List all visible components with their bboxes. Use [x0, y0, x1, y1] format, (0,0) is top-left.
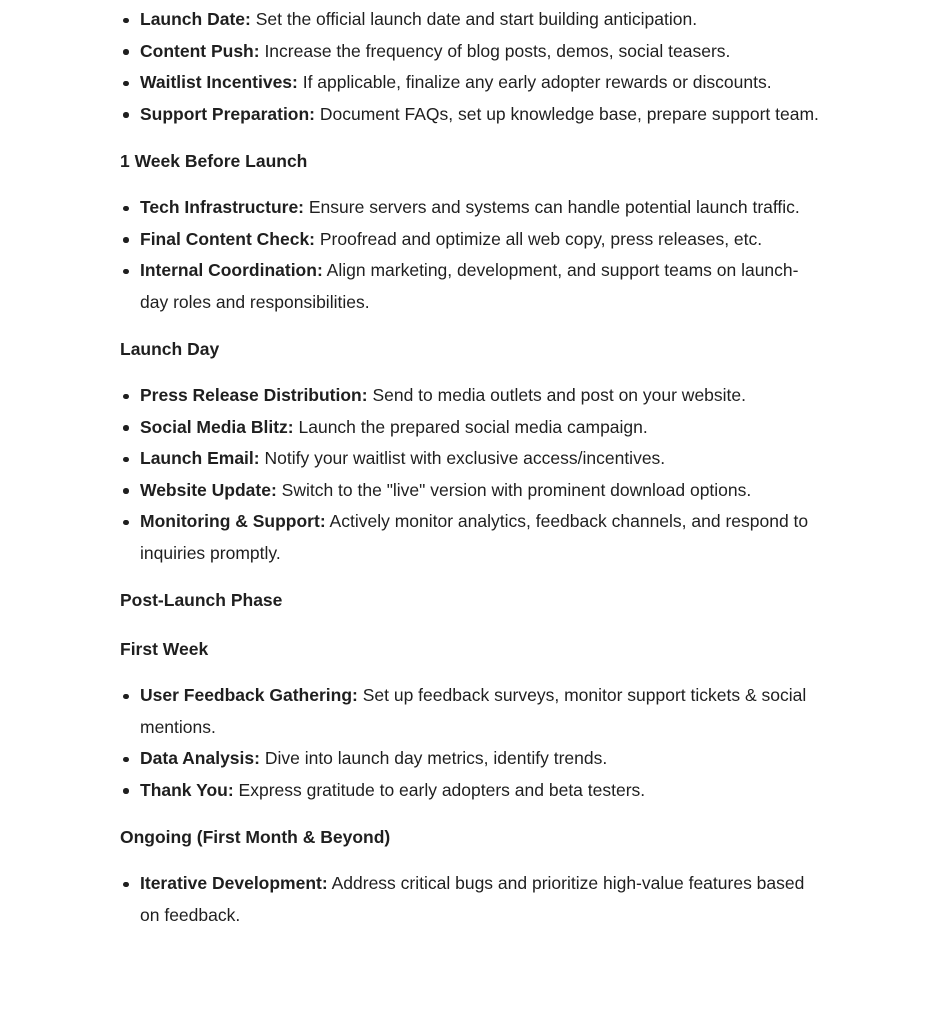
- item-text: Express gratitude to early adopters and beta testers.: [233, 779, 646, 800]
- list-item: [120, 443, 820, 475]
- item-term: Final Content Check:: [140, 228, 316, 249]
- launch-plan-content: [120, 4, 820, 931]
- item-term: Launch Email:: [140, 448, 260, 468]
- item-term: Website Update:: [140, 479, 277, 500]
- item-text: Set the official launch date and start building anticipation.: [250, 9, 698, 29]
- list-item: [120, 475, 820, 507]
- item-text: Dive into launch day metrics, identify trends.: [259, 748, 608, 768]
- item-term: Social Media Blitz:: [140, 416, 294, 437]
- list-item: [120, 380, 820, 412]
- list-item: [120, 192, 820, 224]
- list-item: [120, 412, 820, 444]
- item-text: Actively monitor analytics, feedback channels, and respond to inquiries promptly.: [140, 511, 809, 563]
- item-text: Align marketing, development, and support teams on launch-day roles and responsibilities.: [140, 260, 799, 312]
- section-heading-launch-day: Launch Day: [120, 339, 220, 359]
- item-text: Document FAQs, set up knowledge base, prepare support team.: [315, 103, 819, 124]
- list-item: [120, 506, 820, 569]
- bullet-list: [120, 192, 820, 318]
- item-text: Increase the frequency of blog posts, demos, social teasers.: [259, 40, 731, 61]
- item-text: Address critical bugs and prioritize high-value features based on feedback.: [140, 873, 805, 925]
- item-text: If applicable, finalize any early adopter rewards or discounts.: [297, 72, 772, 92]
- item-term: Support Preparation:: [140, 103, 316, 124]
- section-heading-post-launch-phase: Post-Launch Phase: [120, 590, 283, 610]
- item-text: Send to media outlets and post on your website.: [367, 385, 747, 405]
- item-term: Press Release Distribution:: [140, 385, 368, 405]
- bullet-list: [120, 4, 820, 130]
- list-item: [120, 255, 820, 318]
- item-term: User Feedback Gathering:: [140, 685, 358, 705]
- item-term: Waitlist Incentives:: [140, 72, 298, 92]
- section-heading-1-week-before-launch: 1 Week Before Launch: [120, 151, 308, 171]
- item-term: Thank You:: [140, 779, 234, 800]
- section-heading-ongoing: Ongoing (First Month & Beyond): [120, 827, 391, 847]
- list-item: [120, 743, 820, 775]
- list-item: [120, 224, 820, 256]
- bullet-list: [120, 868, 820, 931]
- list-item: [120, 99, 820, 131]
- item-text: Set up feedback surveys, monitor support tickets & social mentions.: [140, 685, 807, 737]
- item-text: Proofread and optimize all web copy, press releases, etc.: [315, 228, 763, 249]
- bullet-list: [120, 380, 820, 569]
- item-term: Iterative Development:: [140, 873, 328, 893]
- item-term: Internal Coordination:: [140, 260, 323, 280]
- item-text: Launch the prepared social media campaign.: [293, 416, 648, 437]
- list-item: [120, 67, 820, 99]
- item-text: Switch to the "live" version with prominent download options.: [276, 479, 752, 500]
- item-term: Content Push:: [140, 40, 260, 61]
- list-item: [120, 4, 820, 36]
- item-term: Launch Date:: [140, 9, 251, 29]
- section-heading-first-week: First Week: [120, 639, 209, 659]
- item-term: Data Analysis:: [140, 748, 260, 768]
- item-text: Ensure servers and systems can handle potential launch traffic.: [304, 197, 800, 217]
- list-item: [120, 868, 820, 931]
- list-item: [120, 36, 820, 68]
- bottom-fade-overlay: [0, 986, 934, 1012]
- item-term: Tech Infrastructure:: [140, 197, 305, 217]
- item-term: Monitoring & Support:: [140, 511, 326, 531]
- list-item: [120, 775, 820, 807]
- list-item: [120, 680, 820, 743]
- item-text: Notify your waitlist with exclusive access/incentives.: [259, 448, 666, 468]
- bullet-list: [120, 680, 820, 806]
